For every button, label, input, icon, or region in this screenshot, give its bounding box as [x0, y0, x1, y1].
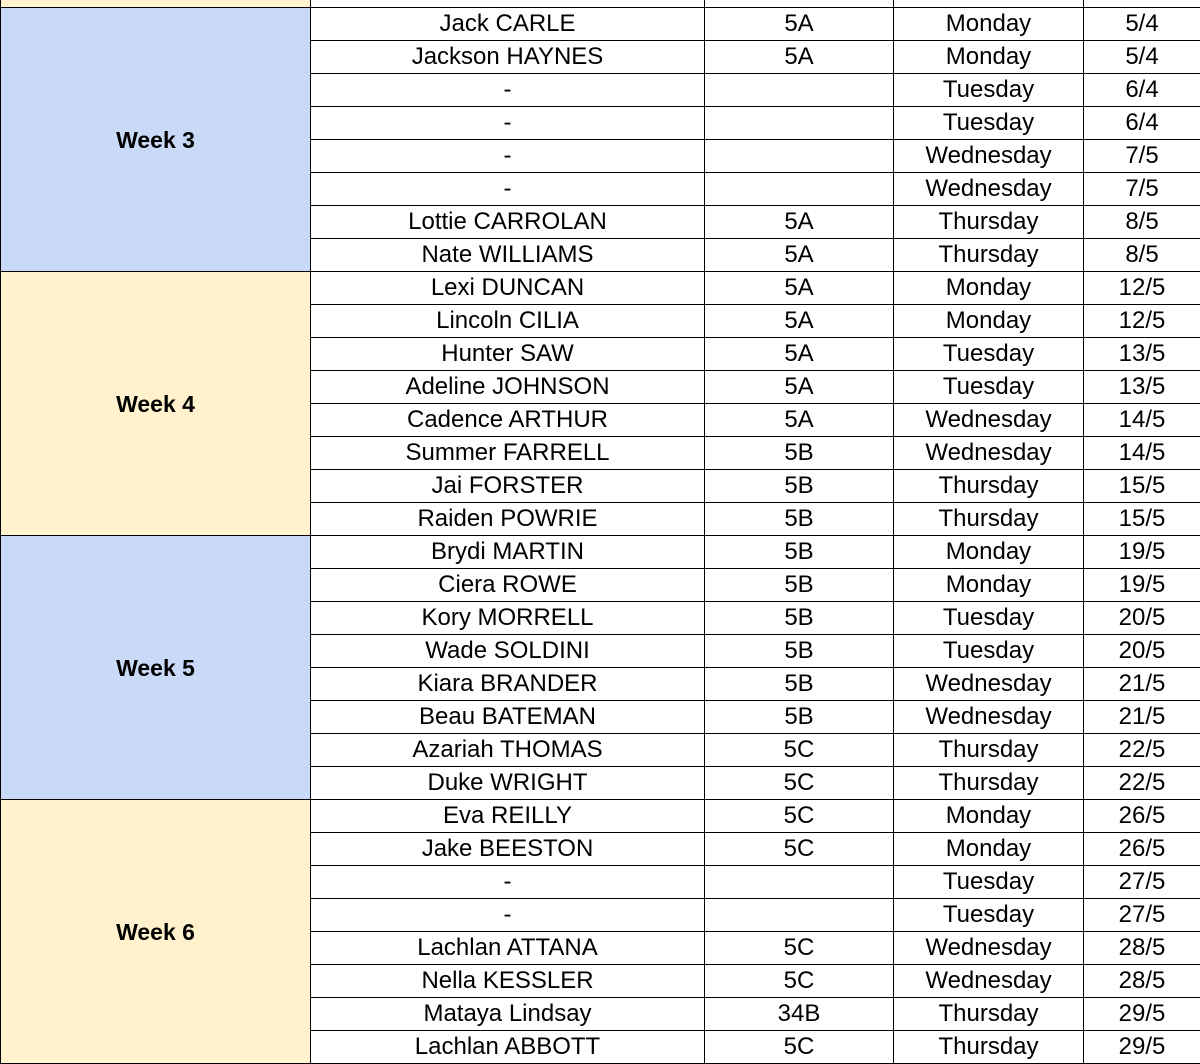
- class-cell[interactable]: 5A: [705, 41, 894, 74]
- table-row: [1, 272, 1200, 305]
- student-name-cell[interactable]: -: [311, 107, 705, 140]
- week-label-cell[interactable]: Week 5: [1, 536, 311, 800]
- date-cell[interactable]: 5/4: [1084, 41, 1200, 74]
- class-cell[interactable]: 5C: [705, 734, 894, 767]
- student-name-cell[interactable]: Lachlan ATTANA: [311, 932, 705, 965]
- day-cell[interactable]: Monday: [894, 536, 1084, 569]
- day-cell[interactable]: Thursday: [894, 1031, 1084, 1064]
- day-cell[interactable]: Wednesday: [894, 701, 1084, 734]
- partial-cell[interactable]: [705, 0, 894, 8]
- student-name-cell[interactable]: Lottie CARROLAN: [311, 206, 705, 239]
- student-name-cell[interactable]: Mataya Lindsay: [311, 998, 705, 1031]
- day-cell[interactable]: Tuesday: [894, 602, 1084, 635]
- class-cell[interactable]: 5A: [705, 338, 894, 371]
- student-name-cell[interactable]: Wade SOLDINI: [311, 635, 705, 668]
- day-cell[interactable]: Tuesday: [894, 635, 1084, 668]
- student-name-cell[interactable]: Beau BATEMAN: [311, 701, 705, 734]
- class-cell[interactable]: 5B: [705, 668, 894, 701]
- day-cell[interactable]: Wednesday: [894, 668, 1084, 701]
- day-cell[interactable]: Thursday: [894, 470, 1084, 503]
- student-name-cell[interactable]: Lachlan ABBOTT: [311, 1031, 705, 1064]
- date-cell[interactable]: 29/5: [1084, 1031, 1200, 1064]
- table-row: [1, 536, 1200, 569]
- class-cell[interactable]: 5B: [705, 470, 894, 503]
- partial-cell[interactable]: [894, 0, 1084, 8]
- class-cell[interactable]: 5A: [705, 371, 894, 404]
- student-name-cell[interactable]: Duke WRIGHT: [311, 767, 705, 800]
- day-cell[interactable]: Tuesday: [894, 107, 1084, 140]
- day-cell[interactable]: Monday: [894, 41, 1084, 74]
- date-cell[interactable]: 20/5: [1084, 602, 1200, 635]
- day-cell[interactable]: Thursday: [894, 767, 1084, 800]
- table-row: [1, 800, 1200, 833]
- date-cell[interactable]: 7/5: [1084, 140, 1200, 173]
- day-cell[interactable]: Thursday: [894, 734, 1084, 767]
- date-cell[interactable]: 13/5: [1084, 338, 1200, 371]
- class-cell[interactable]: 5A: [705, 404, 894, 437]
- date-cell[interactable]: 27/5: [1084, 899, 1200, 932]
- date-cell[interactable]: 26/5: [1084, 833, 1200, 866]
- date-cell[interactable]: 14/5: [1084, 437, 1200, 470]
- class-cell[interactable]: 5A: [705, 206, 894, 239]
- class-cell[interactable]: 5B: [705, 569, 894, 602]
- date-cell[interactable]: 21/5: [1084, 668, 1200, 701]
- student-name-cell[interactable]: Hunter SAW: [311, 338, 705, 371]
- day-cell[interactable]: Wednesday: [894, 173, 1084, 206]
- class-cell[interactable]: 5A: [705, 305, 894, 338]
- day-cell[interactable]: Wednesday: [894, 437, 1084, 470]
- date-cell[interactable]: 13/5: [1084, 371, 1200, 404]
- student-name-cell[interactable]: Adeline JOHNSON: [311, 371, 705, 404]
- date-cell[interactable]: 5/4: [1084, 8, 1200, 41]
- date-cell[interactable]: 19/5: [1084, 536, 1200, 569]
- student-name-cell[interactable]: Kiara BRANDER: [311, 668, 705, 701]
- class-cell[interactable]: 5B: [705, 437, 894, 470]
- day-cell[interactable]: Thursday: [894, 503, 1084, 536]
- date-cell[interactable]: 29/5: [1084, 998, 1200, 1031]
- student-name-cell[interactable]: Jai FORSTER: [311, 470, 705, 503]
- week-label-cell[interactable]: Week 6: [1, 800, 311, 1064]
- class-cell[interactable]: [705, 899, 894, 932]
- class-cell[interactable]: 34B: [705, 998, 894, 1031]
- date-cell[interactable]: 15/5: [1084, 503, 1200, 536]
- class-cell[interactable]: 5C: [705, 833, 894, 866]
- student-name-cell[interactable]: Kory MORRELL: [311, 602, 705, 635]
- student-name-cell[interactable]: -: [311, 140, 705, 173]
- day-cell[interactable]: Monday: [894, 569, 1084, 602]
- date-cell[interactable]: 8/5: [1084, 239, 1200, 272]
- date-cell[interactable]: 22/5: [1084, 734, 1200, 767]
- date-cell[interactable]: 14/5: [1084, 404, 1200, 437]
- date-cell[interactable]: 27/5: [1084, 866, 1200, 899]
- date-cell[interactable]: 28/5: [1084, 932, 1200, 965]
- date-cell[interactable]: 19/5: [1084, 569, 1200, 602]
- date-cell[interactable]: 15/5: [1084, 470, 1200, 503]
- class-cell[interactable]: 5C: [705, 767, 894, 800]
- schedule-body: [1, 0, 1200, 1064]
- day-cell[interactable]: Thursday: [894, 206, 1084, 239]
- day-cell[interactable]: Tuesday: [894, 899, 1084, 932]
- class-cell[interactable]: 5A: [705, 239, 894, 272]
- date-cell[interactable]: 21/5: [1084, 701, 1200, 734]
- day-cell[interactable]: Wednesday: [894, 965, 1084, 998]
- student-name-cell[interactable]: Jack CARLE: [311, 8, 705, 41]
- class-cell[interactable]: 5B: [705, 503, 894, 536]
- student-name-cell[interactable]: Cadence ARTHUR: [311, 404, 705, 437]
- day-cell[interactable]: Thursday: [894, 998, 1084, 1031]
- student-name-cell[interactable]: Lexi DUNCAN: [311, 272, 705, 305]
- day-cell[interactable]: Monday: [894, 833, 1084, 866]
- partial-week-cell[interactable]: [1, 0, 311, 8]
- class-cell[interactable]: 5B: [705, 602, 894, 635]
- day-cell[interactable]: Thursday: [894, 239, 1084, 272]
- week-label-cell[interactable]: Week 3: [1, 8, 311, 272]
- date-cell[interactable]: 7/5: [1084, 173, 1200, 206]
- date-cell[interactable]: 8/5: [1084, 206, 1200, 239]
- day-cell[interactable]: Tuesday: [894, 371, 1084, 404]
- class-cell[interactable]: 5C: [705, 1031, 894, 1064]
- partial-cell[interactable]: [311, 0, 705, 8]
- date-cell[interactable]: 6/4: [1084, 74, 1200, 107]
- partial-cell[interactable]: [1084, 0, 1200, 8]
- student-name-cell[interactable]: Jackson HAYNES: [311, 41, 705, 74]
- date-cell[interactable]: 12/5: [1084, 272, 1200, 305]
- student-name-cell[interactable]: Raiden POWRIE: [311, 503, 705, 536]
- date-cell[interactable]: 12/5: [1084, 305, 1200, 338]
- day-cell[interactable]: Tuesday: [894, 74, 1084, 107]
- date-cell[interactable]: 6/4: [1084, 107, 1200, 140]
- student-name-cell[interactable]: -: [311, 173, 705, 206]
- class-cell[interactable]: 5A: [705, 8, 894, 41]
- day-cell[interactable]: Monday: [894, 272, 1084, 305]
- day-cell[interactable]: Monday: [894, 800, 1084, 833]
- class-cell[interactable]: 5B: [705, 701, 894, 734]
- student-name-cell[interactable]: Nate WILLIAMS: [311, 239, 705, 272]
- class-cell[interactable]: [705, 107, 894, 140]
- date-cell[interactable]: 20/5: [1084, 635, 1200, 668]
- class-cell[interactable]: 5B: [705, 536, 894, 569]
- table-row: [1, 8, 1200, 41]
- class-cell[interactable]: [705, 140, 894, 173]
- student-name-cell[interactable]: Nella KESSLER: [311, 965, 705, 998]
- day-cell[interactable]: Wednesday: [894, 404, 1084, 437]
- class-cell[interactable]: [705, 74, 894, 107]
- student-name-cell[interactable]: -: [311, 866, 705, 899]
- class-cell[interactable]: 5B: [705, 635, 894, 668]
- day-cell[interactable]: Tuesday: [894, 338, 1084, 371]
- class-cell[interactable]: 5C: [705, 932, 894, 965]
- student-name-cell[interactable]: Jake BEESTON: [311, 833, 705, 866]
- class-cell[interactable]: 5A: [705, 272, 894, 305]
- partial-top-row: [1, 0, 1200, 8]
- student-name-cell[interactable]: Eva REILLY: [311, 800, 705, 833]
- day-cell[interactable]: Tuesday: [894, 866, 1084, 899]
- day-cell[interactable]: Wednesday: [894, 140, 1084, 173]
- day-cell[interactable]: Monday: [894, 305, 1084, 338]
- student-name-cell[interactable]: Lincoln CILIA: [311, 305, 705, 338]
- student-name-cell[interactable]: Brydi MARTIN: [311, 536, 705, 569]
- week-label-cell[interactable]: Week 4: [1, 272, 311, 536]
- day-cell[interactable]: Wednesday: [894, 932, 1084, 965]
- date-cell[interactable]: 28/5: [1084, 965, 1200, 998]
- student-name-cell[interactable]: -: [311, 899, 705, 932]
- class-cell[interactable]: 5C: [705, 800, 894, 833]
- date-cell[interactable]: 26/5: [1084, 800, 1200, 833]
- class-cell[interactable]: [705, 173, 894, 206]
- student-name-cell[interactable]: Summer FARRELL: [311, 437, 705, 470]
- student-name-cell[interactable]: Azariah THOMAS: [311, 734, 705, 767]
- student-name-cell[interactable]: -: [311, 74, 705, 107]
- day-cell[interactable]: Monday: [894, 8, 1084, 41]
- date-cell[interactable]: 22/5: [1084, 767, 1200, 800]
- class-cell[interactable]: [705, 866, 894, 899]
- student-name-cell[interactable]: Ciera ROWE: [311, 569, 705, 602]
- class-cell[interactable]: 5C: [705, 965, 894, 998]
